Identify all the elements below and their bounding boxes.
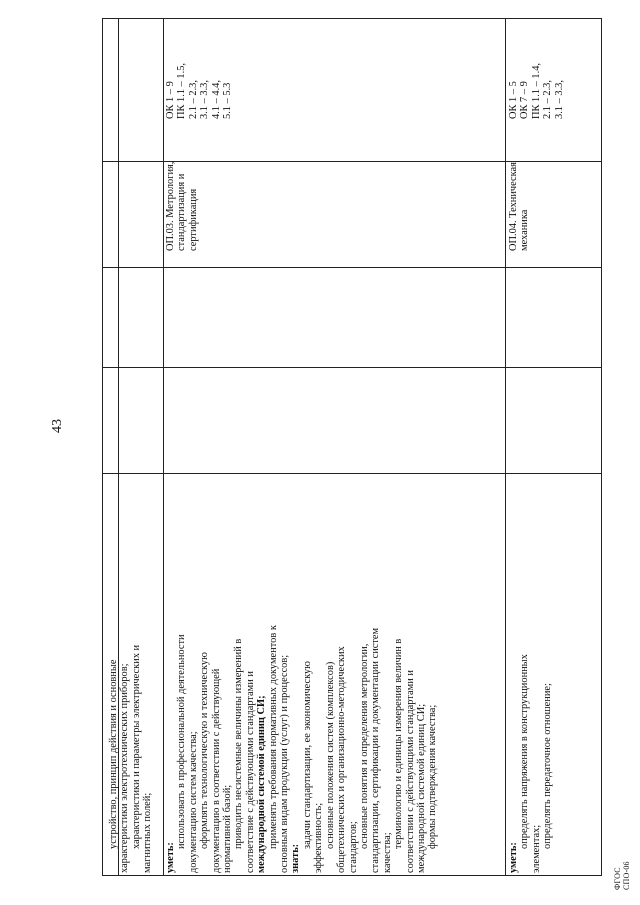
text-line: основные положения систем (комплексов) <box>324 661 336 849</box>
text-line: характеристики электротехнических приборов; <box>119 663 131 873</box>
text-line: магнитных полей; <box>142 792 154 873</box>
competency-line: 2.1 – 2.3, <box>542 80 554 119</box>
competency-line: 5.1 – 5.3 <box>222 82 234 119</box>
text-line: задачи стандартизации, ее экономическую <box>301 661 313 849</box>
discipline-line: сертификация <box>187 188 199 251</box>
competency-line: ОК 7 – 9 <box>519 81 531 119</box>
row-1-content <box>108 645 154 873</box>
competencies-op03 <box>165 63 233 119</box>
row-separator <box>103 267 601 268</box>
competency-line: ПК 1.1 – 1.4, <box>530 63 542 119</box>
text-line: эффективность; <box>313 802 325 873</box>
text-line: международной системой единиц СИ; <box>415 703 427 873</box>
text-line: устройство, принцип действия и основные <box>108 659 119 849</box>
competencies-op04 <box>508 63 565 119</box>
page-number: 43 <box>50 419 65 433</box>
text-line: определять передаточное отношение; <box>542 683 554 849</box>
row-3-content <box>508 654 554 873</box>
text-line: элементах; <box>530 824 542 873</box>
discipline-op04 <box>508 162 531 251</box>
footer-doc-code: ФГОС СПО-06 <box>613 861 631 890</box>
text-line: основные понятия и определения метрологии, <box>358 643 370 849</box>
competency-line: ОК 1 – 9 <box>165 81 176 119</box>
discipline-line: ОП.04. Техническая <box>508 162 519 251</box>
text-line: приводить несистемные величины измерений в <box>233 638 245 849</box>
column-separator <box>505 19 506 875</box>
text-line: общетехнических и организационно-методических <box>336 646 348 873</box>
competency-line: 3.1 – 3.3, <box>199 80 211 119</box>
text-line: использовать в профессиональной деятельности <box>176 634 188 849</box>
text-line: качества; <box>381 832 393 873</box>
discipline-line: ОП.03. Метрология, <box>165 161 176 251</box>
text-line: формы подтверждения качества; <box>427 704 439 849</box>
text-line: нормативной базой; <box>222 784 234 873</box>
column-separator <box>163 19 164 875</box>
text-line: оформлять технологическую и техническую <box>199 652 211 849</box>
competency-line: ОК 1 – 5 <box>508 81 519 119</box>
row-2-content <box>165 625 439 873</box>
text-line: знать: <box>290 843 302 873</box>
competency-line: 3.1 – 3.3, <box>553 80 565 119</box>
row-separator <box>103 367 601 368</box>
text-line: уметь: <box>165 842 176 873</box>
text-line: международной системой единиц СИ; <box>256 695 268 873</box>
text-line: характеристики и параметры электрических и <box>130 644 142 849</box>
text-line: уметь: <box>508 842 519 873</box>
text-line: определять напряжения в конструкционных <box>519 654 531 849</box>
discipline-op03 <box>165 162 199 251</box>
discipline-line: механика <box>519 209 531 251</box>
text-line: стандартизации, сертификации и документации систем <box>370 627 382 873</box>
competency-line: 4.1 – 4.4, <box>210 80 222 119</box>
discipline-line: стандартизация и <box>176 173 188 251</box>
text-line: документацию систем качества; <box>187 731 199 873</box>
row-separator <box>103 473 601 474</box>
text-line: применять требования нормативных документов к <box>267 625 279 849</box>
competency-line: ПК 1.1 – 1.5, <box>176 63 188 119</box>
text-line: соответствие с действующими стандартами и <box>244 671 256 873</box>
text-line: терминологию и единицы измерения величин в <box>393 638 405 849</box>
text-line: стандартов; <box>347 821 359 873</box>
competency-line: 2.1 – 2.3, <box>187 80 199 119</box>
text-line: документацию в соответствии с действующей <box>210 668 222 873</box>
text-line: соответствии с действующими стандартами и <box>404 670 416 873</box>
text-line: основным видам продукции (услуг) и процессов; <box>279 654 291 873</box>
